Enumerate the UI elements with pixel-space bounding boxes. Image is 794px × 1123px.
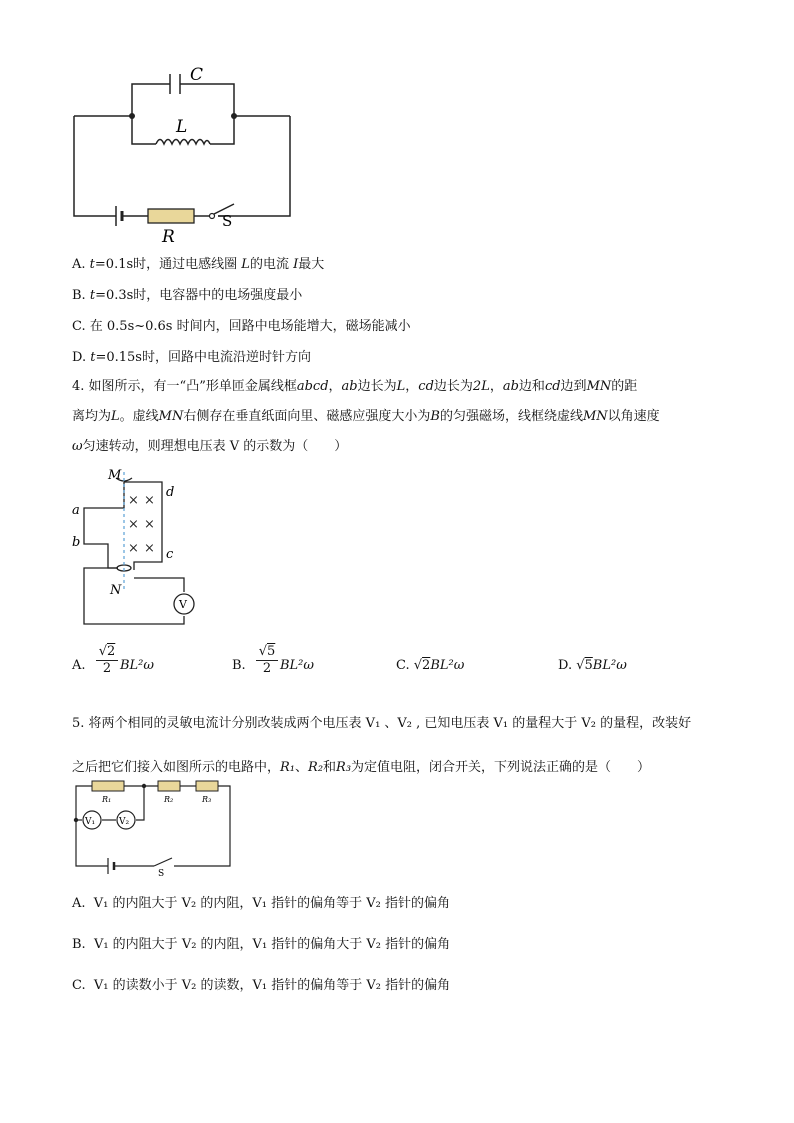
label-r2: R₂: [164, 795, 174, 804]
resistor-r: [148, 209, 194, 223]
q5-option-c: C. V₁ 的读数小于 V₂ 的读数，V₁ 指针的偏角等于 V₂ 指针的偏角: [72, 978, 451, 993]
q5-stem-line1: 5. 将两个相同的灵敏电流计分别改装成两个电压表 V₁ 、V₂ , 已知电压表 V₁ 的量程大于 V₂ 的量程，改装好: [72, 716, 692, 731]
svg-text:×: ×: [128, 517, 139, 532]
switch-s-label: S: [158, 869, 165, 876]
svg-text:×: ×: [144, 541, 155, 556]
label-n: N: [110, 583, 122, 598]
capacitor-label: C: [190, 65, 204, 85]
q5-option-b: B. V₁ 的内阻大于 V₂ 的内阻，V₁ 指针的偏角大于 V₂ 指针的偏角: [72, 937, 451, 952]
voltmeter-circuit-diagram: [70, 776, 240, 876]
q4-stem-line3: ω匀速转动，则理想电压表 V 的示数为（ ）: [72, 439, 348, 454]
q5-option-a: A. V₁ 的内阻大于 V₂ 的内阻，V₁ 指针的偏角等于 V₂ 指针的偏角: [72, 896, 450, 911]
label-r1: R₁: [102, 795, 112, 804]
label-d: d: [166, 485, 175, 500]
q4-option-d: D. √5BL²ω: [558, 658, 627, 673]
switch-label: S: [222, 212, 233, 230]
label-r3: R₃: [202, 795, 212, 804]
voltmeter-label: V: [179, 598, 187, 611]
q3-option-d: D. t=0.15s时，回路中电流沿逆时针方向: [72, 350, 311, 365]
label-c: c: [166, 547, 174, 562]
q4-stem: [72, 372, 732, 462]
svg-text:×: ×: [128, 493, 139, 508]
q3-option-b: B. t=0.3s时，电容器中的电场强度最小: [72, 288, 303, 303]
inductor-label: L: [176, 117, 188, 137]
voltmeter-v2-label: V₂: [119, 817, 130, 827]
q3-option-a: A. t=0.1s时，通过电感线圈 L的电流 I最大: [72, 257, 325, 272]
q4-stem-line1: 4. 如图所示，有一“凸”形单匝金属线框abcd，ab边长为L，cd边长为2L，ab边和cd边到MN的距: [72, 379, 638, 394]
resistor-r3: [196, 781, 218, 791]
resistor-r2: [158, 781, 180, 791]
q3-option-c: C. 在 0.5s~0.6s 时间内，回路中电场能增大，磁场能减小: [72, 319, 411, 334]
svg-text:×: ×: [144, 493, 155, 508]
svg-text:×: ×: [128, 541, 139, 556]
voltmeter-v1-label: V₁: [85, 817, 96, 827]
q4-option-c: C. √2BL²ω: [396, 658, 465, 673]
label-a: a: [72, 503, 80, 518]
label-m: M: [108, 468, 122, 483]
q5-stem-line2: 之后把它们接入如图所示的电路中，R₁、R₂和R₃为定值电阻，闭合开关，下列说法正确的是（ ）: [72, 760, 651, 775]
label-b: b: [72, 535, 81, 550]
lc-circuit-diagram: [60, 60, 310, 250]
svg-text:×: ×: [144, 517, 155, 532]
resistor-label: R: [162, 227, 175, 247]
q4-stem-line2: 离均为L。虚线MN右侧存在垂直纸面向里、磁感应强度大小为B的匀强磁场，线框绕虚线MN以角速度: [72, 409, 660, 424]
rotating-frame-diagram: [66, 462, 216, 632]
resistor-r1: [92, 781, 124, 791]
